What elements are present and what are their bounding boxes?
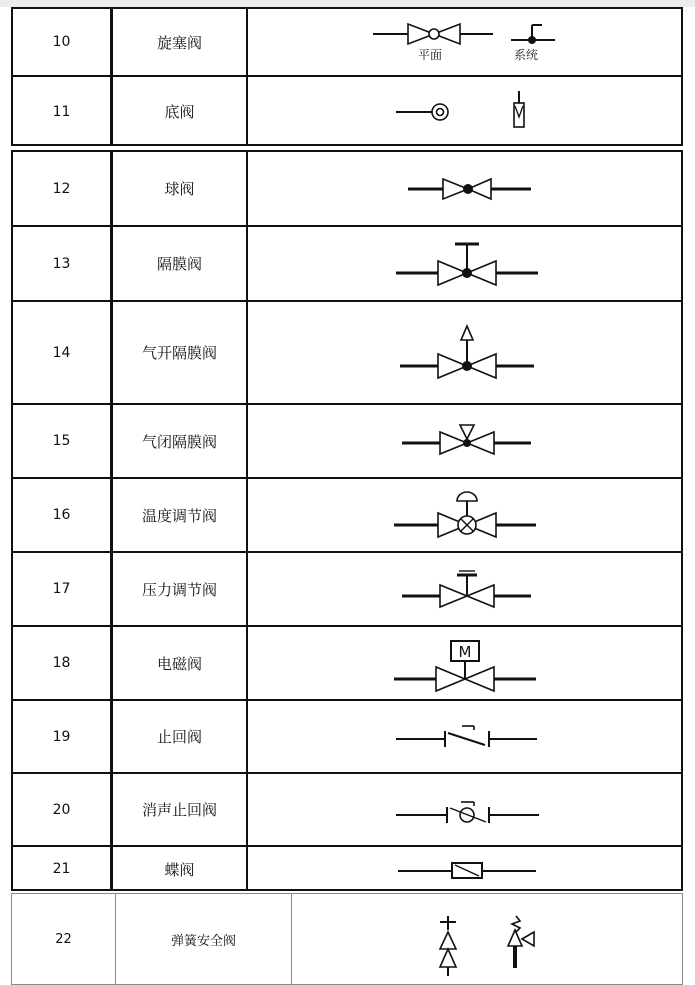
valve-name: 球阀 xyxy=(113,152,248,225)
table-row xyxy=(13,627,681,699)
table-row xyxy=(13,774,681,845)
valve-table-part-1 xyxy=(11,7,683,146)
table-row xyxy=(13,701,681,772)
symbol-cell xyxy=(248,479,681,551)
plug-valve-icon xyxy=(248,9,681,75)
solenoid-m-label: M xyxy=(458,643,472,661)
table-row xyxy=(13,302,681,403)
symbol-cell xyxy=(248,405,681,477)
butterfly-valve-icon xyxy=(248,847,681,891)
symbol-cell xyxy=(248,9,681,75)
symbol-cell xyxy=(248,701,681,772)
table-row xyxy=(13,553,681,625)
valve-name: 蝶阀 xyxy=(113,847,248,891)
ball-valve-icon xyxy=(248,152,681,225)
row-number: 13 xyxy=(13,227,113,300)
table-row xyxy=(13,9,681,75)
valve-name: 气开隔膜阀 xyxy=(113,302,248,403)
table-row xyxy=(13,227,681,300)
valve-table-part-3 xyxy=(11,893,683,985)
row-number: 19 xyxy=(13,701,113,772)
valve-name: 气闭隔膜阀 xyxy=(113,405,248,477)
solenoid-valve-icon xyxy=(248,627,681,699)
air-open-diaphragm-valve-icon xyxy=(248,302,681,403)
valve-name: 消声止回阀 xyxy=(113,774,248,845)
row-number: 10 xyxy=(13,9,113,75)
table-row xyxy=(13,847,681,891)
valve-name: 隔膜阀 xyxy=(113,227,248,300)
valve-name: 压力调节阀 xyxy=(113,553,248,625)
symbol-cell xyxy=(248,152,681,225)
symbol-cell xyxy=(292,894,682,984)
system-view-label: 系统 xyxy=(514,48,539,62)
pressure-control-valve-icon xyxy=(248,553,681,625)
temperature-control-valve-icon xyxy=(248,479,681,551)
spring-safety-valve-icon xyxy=(292,894,682,984)
symbol-cell xyxy=(248,627,681,699)
valve-name: 温度调节阀 xyxy=(113,479,248,551)
valve-name: 弹簧安全阀 xyxy=(116,894,292,984)
air-close-diaphragm-valve-icon xyxy=(248,405,681,477)
valve-name: 电磁阀 xyxy=(113,627,248,699)
row-number: 21 xyxy=(13,847,113,891)
table-row xyxy=(13,152,681,225)
row-number: 17 xyxy=(13,553,113,625)
table-row xyxy=(13,479,681,551)
row-number: 14 xyxy=(13,302,113,403)
valve-name: 底阀 xyxy=(113,77,248,146)
plan-view-label: 平面 xyxy=(418,48,443,62)
valve-name: 旋塞阀 xyxy=(113,9,248,75)
table-row xyxy=(12,894,682,984)
symbol-cell xyxy=(248,774,681,845)
table-row xyxy=(13,77,681,146)
check-valve-icon xyxy=(248,701,681,772)
symbol-cell xyxy=(248,847,681,891)
diaphragm-valve-icon xyxy=(248,227,681,300)
symbol-cell xyxy=(248,227,681,300)
valve-name: 止回阀 xyxy=(113,701,248,772)
row-number: 18 xyxy=(13,627,113,699)
row-number: 15 xyxy=(13,405,113,477)
row-number: 12 xyxy=(13,152,113,225)
symbol-cell xyxy=(248,77,681,146)
row-number: 16 xyxy=(13,479,113,551)
row-number: 22 xyxy=(12,894,116,984)
table-row xyxy=(13,405,681,477)
row-number: 11 xyxy=(13,77,113,146)
row-number: 20 xyxy=(13,774,113,845)
top-margin-strip xyxy=(0,0,695,7)
valve-table-part-2 xyxy=(11,150,683,891)
symbol-cell xyxy=(248,553,681,625)
foot-valve-icon xyxy=(248,77,681,146)
silent-check-valve-icon xyxy=(248,774,681,845)
symbol-cell xyxy=(248,302,681,403)
